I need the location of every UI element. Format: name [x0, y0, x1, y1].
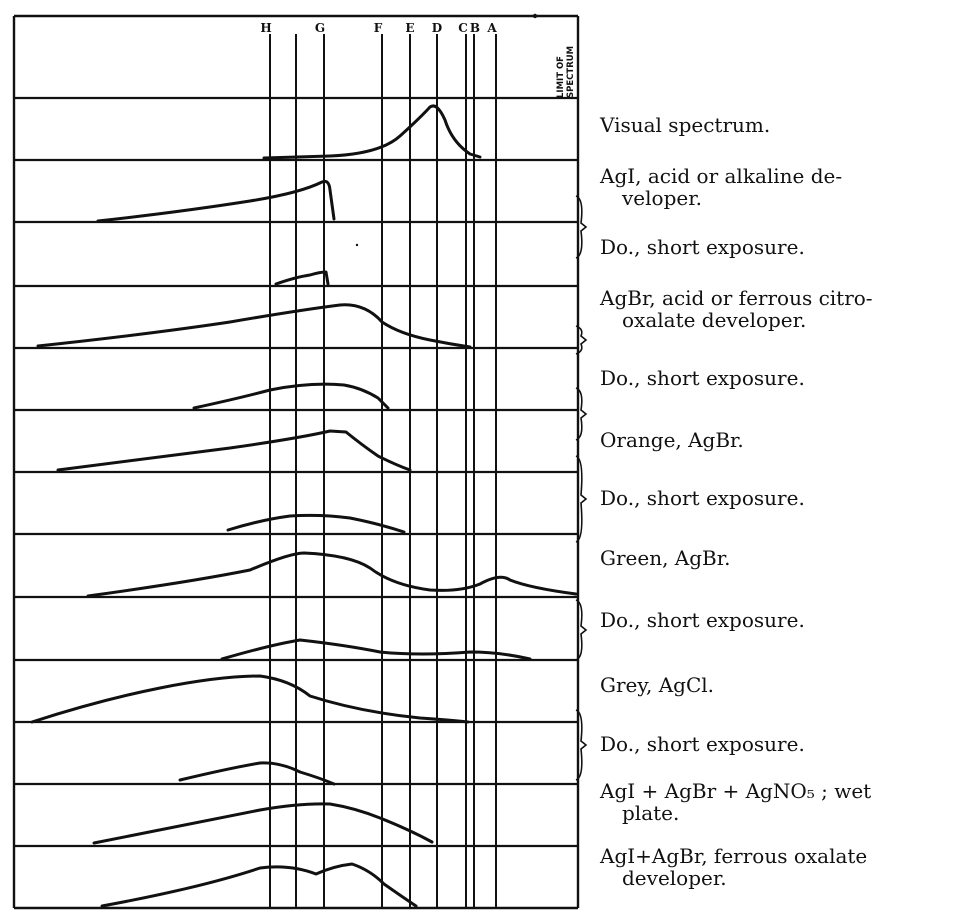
row-caption: [600, 114, 950, 136]
sensitivity-curve: [102, 864, 416, 906]
sensitivity-curve: [222, 640, 530, 659]
row-caption-line1: Visual spectrum.: [600, 113, 771, 137]
row-caption: [600, 165, 950, 209]
row-caption: [600, 287, 950, 331]
row-caption-line1: AgBr, acid or ferrous citro-: [600, 286, 873, 310]
spectral-line-letter: A: [487, 21, 497, 35]
spectral-line-letter: C: [458, 21, 468, 35]
ink-dot: [356, 244, 358, 246]
row-caption-line1: Do., short exposure.: [600, 608, 805, 632]
row-caption: [600, 367, 950, 389]
spectral-line-letter: H: [260, 21, 272, 35]
sensitivity-curve: [276, 272, 328, 284]
sensitivity-curves: [32, 106, 576, 906]
row-caption-line1: Do., short exposure.: [600, 366, 805, 390]
row-caption: [600, 845, 950, 889]
row-caption-line1: AgI+AgBr, ferrous oxalate: [600, 844, 868, 868]
row-caption: [600, 487, 950, 509]
spectral-line-letter: E: [405, 21, 415, 35]
limit-of-spectrum-label: [556, 46, 576, 98]
ink-dot: [533, 14, 537, 18]
row-caption: [600, 609, 950, 631]
sensitivity-curve: [58, 431, 410, 470]
row-caption: [600, 429, 950, 451]
row-caption: [600, 236, 950, 258]
sensitivity-curve: [38, 305, 470, 347]
row-caption: [600, 733, 950, 755]
limit-of-spectrum-text: SPECTRUM: [566, 45, 576, 98]
row-caption-line2: veloper.: [622, 186, 702, 210]
row-caption-line1: Do., short exposure.: [600, 235, 805, 259]
row-caption-line1: AgI, acid or alkaline de-: [600, 164, 843, 188]
row-caption-line1: AgI + AgBr + AgNO₅ ; wet: [600, 779, 872, 803]
sensitivity-curve: [180, 763, 334, 784]
spectral-line-letter: B: [469, 21, 481, 35]
sensitivity-curve: [98, 181, 334, 221]
row-caption-line2: plate.: [622, 801, 680, 825]
spectral-line-letter: G: [314, 21, 326, 35]
row-caption-line1: Do., short exposure.: [600, 486, 805, 510]
limit-of-spectrum-text: LIMIT OF: [556, 56, 566, 98]
row-caption-line2: developer.: [622, 866, 727, 890]
row-caption-line1: Grey, AgCl.: [600, 673, 715, 697]
row-caption: [600, 780, 950, 824]
sensitivity-curve: [194, 384, 388, 408]
row-caption-line1: Orange, AgBr.: [600, 428, 744, 452]
spectral-line-letter: D: [431, 21, 443, 35]
row-caption: [600, 674, 950, 696]
sensitivity-curve: [32, 676, 468, 722]
sensitivity-curve: [88, 553, 576, 596]
spectral-line-letter: F: [373, 21, 383, 35]
row-caption-line1: Green, AgBr.: [600, 546, 731, 570]
sensitivity-curve: [228, 515, 404, 532]
row-caption-line2: oxalate developer.: [622, 308, 807, 332]
row-caption: [600, 547, 950, 569]
row-caption-line1: Do., short exposure.: [600, 732, 805, 756]
